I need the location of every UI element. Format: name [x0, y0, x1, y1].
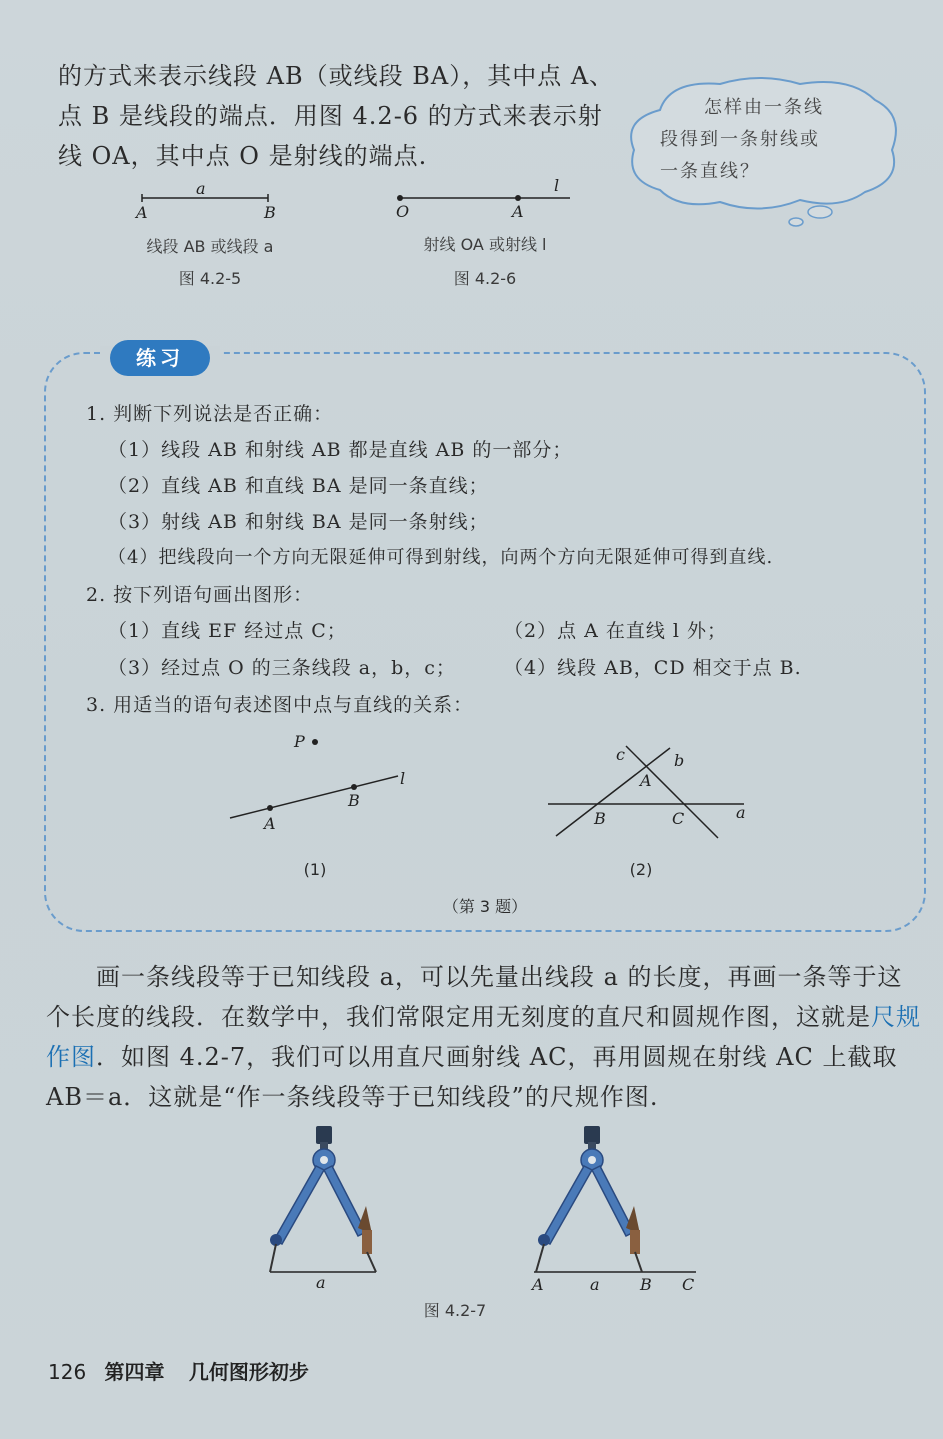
- bottom-paragraph-part-1: 画一条线段等于已知线段 a，可以先量出线段 a 的长度，再画一条等于这个长度的线段．在数学中，我们常限定用无刻度的直尺和圆规作图，这就是: [46, 963, 903, 1031]
- label-c: c: [616, 745, 625, 764]
- label-l: l: [400, 769, 406, 788]
- question-1: 1. 判断下列说法是否正确：: [86, 403, 334, 425]
- bottom-paragraph: [46, 957, 926, 1117]
- figure-4-2-6-diagram: [390, 175, 590, 225]
- question-1-4: （4）把线段向一个方向无限延伸可得到射线，向两个方向无限延伸可得到直线.: [108, 547, 774, 568]
- exercise-figure-caption: （第 3 题）: [442, 897, 528, 916]
- label-a: a: [196, 179, 206, 198]
- exercise-figure-1-caption: (1): [303, 860, 327, 879]
- exercise-figure-2: [540, 740, 760, 850]
- line-l: [230, 776, 398, 818]
- question-2-2: （2）点 A 在直线 l 外；: [504, 620, 728, 642]
- label-a: a: [316, 1273, 326, 1292]
- figure-4-2-5-number: 图 4.2-5: [178, 269, 242, 288]
- top-paragraph: [58, 56, 618, 176]
- line-b: [556, 748, 670, 836]
- label-A: A: [640, 771, 652, 790]
- question-1-2: （2）直线 AB 和直线 BA 是同一条直线；: [108, 475, 489, 497]
- label-A: A: [512, 202, 524, 221]
- page-footer: [48, 1356, 309, 1385]
- question-2: 2. 按下列语句画出图形：: [86, 584, 314, 606]
- label-B: B: [640, 1275, 652, 1294]
- question-3: 3. 用适当的语句表述图中点与直线的关系：: [86, 694, 474, 716]
- thought-cloud-text: [660, 92, 860, 188]
- compass-figure-right: [520, 1122, 710, 1302]
- figure-4-2-5-caption: 线段 AB 或线段 a: [146, 237, 274, 256]
- label-b: b: [674, 751, 685, 770]
- question-1-3: （3）射线 AB 和射线 BA 是同一条射线；: [108, 511, 489, 533]
- point-P: [312, 739, 318, 745]
- label-a: a: [736, 803, 746, 822]
- label-C: C: [672, 809, 685, 828]
- top-paragraph-line-2: 点 B 是线段的端点．用图 4.2-6 的方式来表示射: [58, 102, 603, 130]
- exercise-figure-2-caption: (2): [629, 860, 653, 879]
- top-paragraph-line-3: 线 OA，其中点 O 是射线的端点.: [58, 142, 428, 170]
- bottom-paragraph-part-2: ．如图 4.2-7，我们可以用直尺画射线 AC，再用圆规在射线 AC 上截取 AB＝a．这就是“作一条线段等于已知线段”的尺规作图.: [46, 1043, 898, 1111]
- figure-4-2-6-caption: 射线 OA 或射线 l: [423, 235, 547, 254]
- compass-figure-left: [258, 1122, 398, 1292]
- label-A: A: [264, 814, 276, 833]
- figure-4-2-6-number: 图 4.2-6: [453, 269, 517, 288]
- chapter-label: 第四章: [104, 1360, 165, 1384]
- question-2-4: （4）线段 AB，CD 相交于点 B.: [504, 657, 802, 679]
- cloud-line-1: 怎样由一条线: [704, 97, 824, 118]
- label-A: A: [532, 1275, 544, 1294]
- label-B: B: [348, 791, 360, 810]
- exercise-figure-1: [220, 728, 420, 838]
- label-A: A: [136, 203, 148, 222]
- question-2-3: （3）经过点 O 的三条线段 a，b，c；: [108, 657, 456, 679]
- label-O: O: [396, 202, 410, 221]
- label-l: l: [554, 176, 560, 195]
- label-C: C: [682, 1275, 695, 1294]
- label-P: P: [294, 732, 305, 751]
- label-B: B: [594, 809, 606, 828]
- term-straightedge-compass: 尺规作图: [46, 1003, 921, 1071]
- page-number: 126: [48, 1360, 87, 1384]
- label-B: B: [264, 203, 276, 222]
- chapter-title: 几何图形初步: [188, 1360, 309, 1384]
- figure-4-2-7-number: 图 4.2-7: [423, 1301, 487, 1320]
- question-2-1: （1）直线 EF 经过点 C；: [108, 620, 347, 642]
- figure-4-2-5-diagram: [130, 180, 290, 230]
- top-paragraph-line-1: 的方式来表示线段 AB（或线段 BA），其中点 A、: [58, 62, 615, 90]
- exercise-tag: 练习: [110, 340, 210, 376]
- question-1-1: （1）线段 AB 和射线 AB 都是直线 AB 的一部分；: [108, 439, 573, 461]
- cloud-line-3: 一条直线？: [660, 161, 760, 182]
- cloud-line-2: 段得到一条射线或: [660, 129, 820, 150]
- label-a: a: [590, 1275, 600, 1294]
